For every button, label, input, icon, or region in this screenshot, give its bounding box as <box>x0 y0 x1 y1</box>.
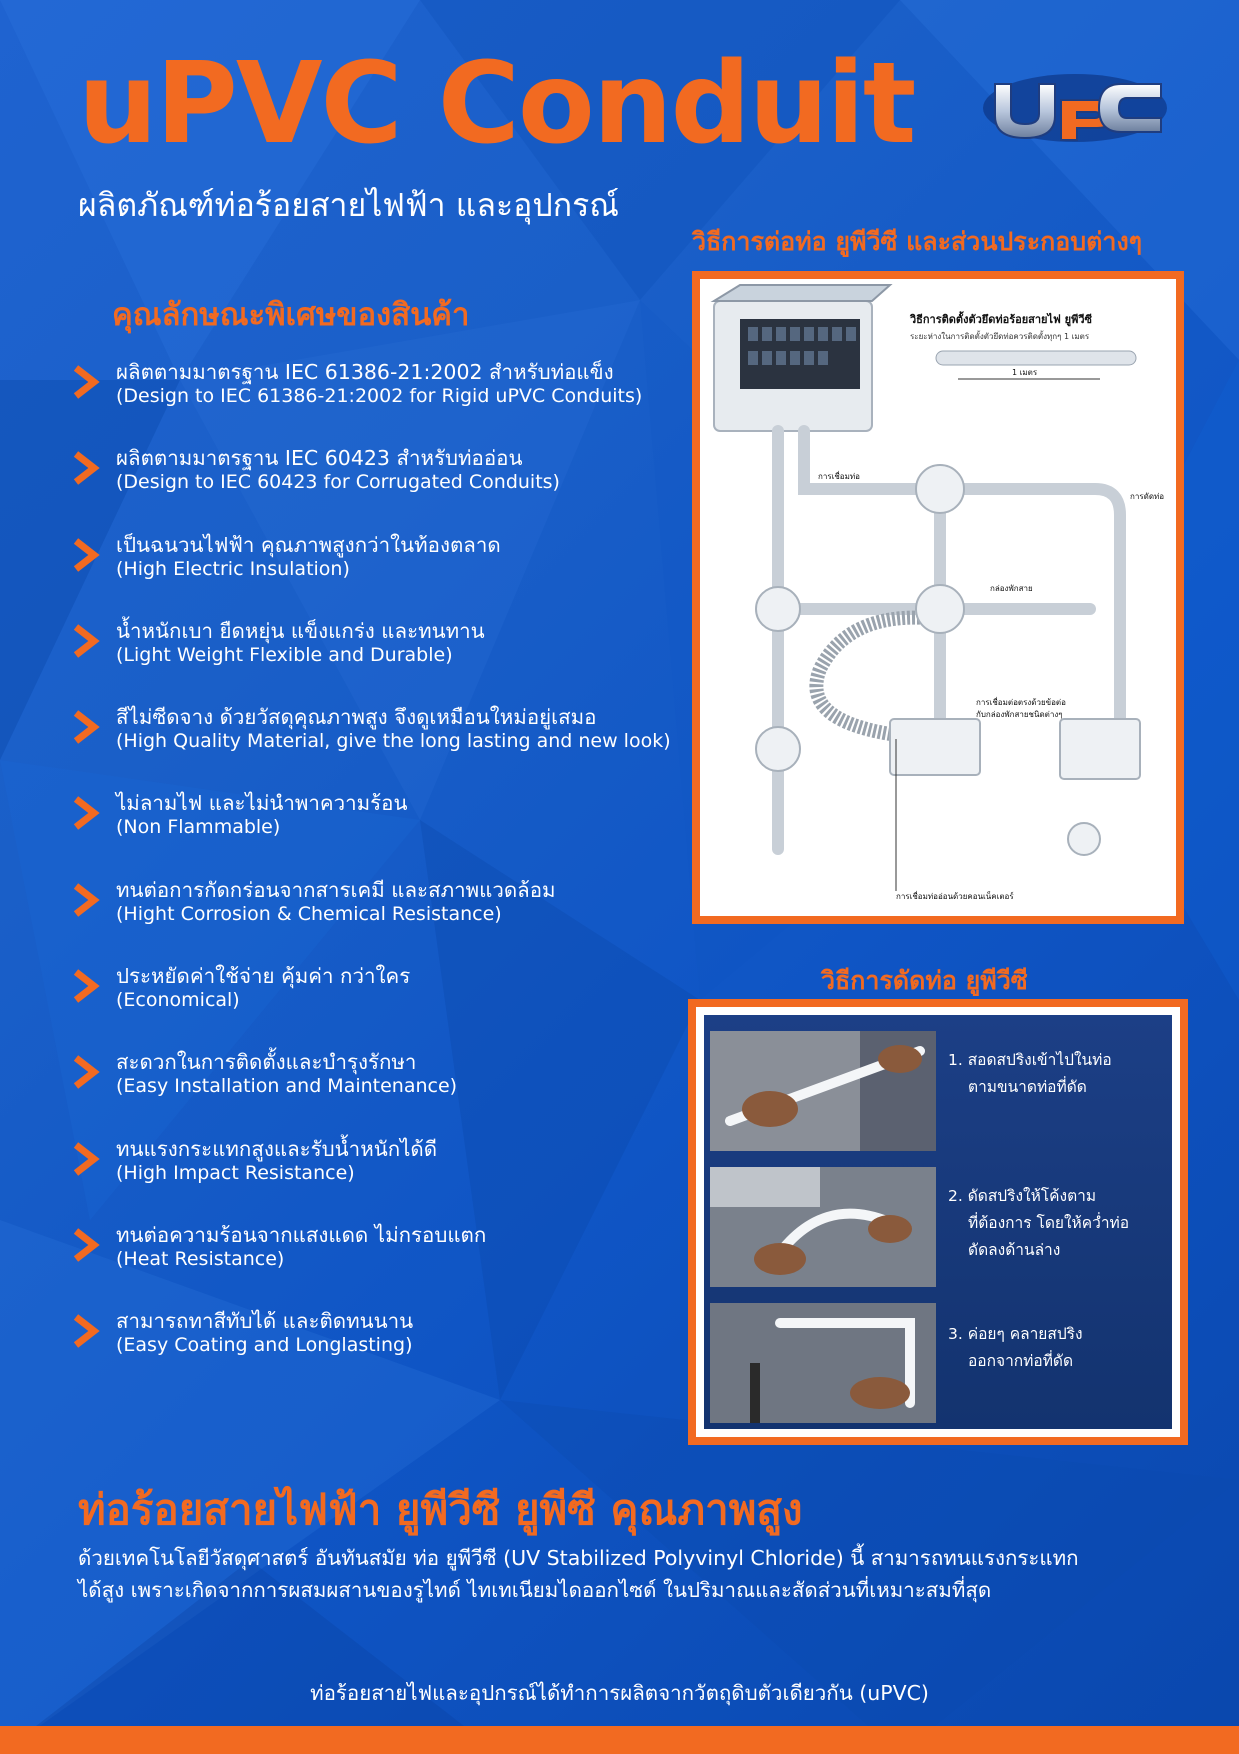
chevron-right-icon <box>72 364 102 400</box>
feature-text-thai: สีไม่ซีดจาง ด้วยวัสดุคุณภาพสูง จึงดูเหมือนใหม่อยู่เสมอ <box>116 705 597 730</box>
feature-item <box>70 442 710 528</box>
step-3-line-1: 3. ค่อยๆ คลายสปริง <box>948 1325 1083 1343</box>
junction-box <box>890 719 980 775</box>
feature-item <box>70 1133 710 1219</box>
feature-text-english: (Hight Corrosion & Chemical Resistance) <box>116 902 502 925</box>
label-box: กล่องพักสาย <box>990 584 1033 593</box>
step-2-line-1: 2. ดัดสปริงให้โค้งตาม <box>948 1187 1097 1205</box>
step-1-line-2: ตามขนาดท่อที่ดัด <box>968 1078 1087 1096</box>
feature-item <box>70 874 710 960</box>
step-2-photo <box>710 1167 936 1287</box>
step-3-text <box>948 1321 1083 1375</box>
feature-text-english: (Design to IEC 61386-21:2002 for Rigid uPVC Conduits) <box>116 385 643 407</box>
bottom-description <box>78 1542 1079 1606</box>
footer-bar <box>0 1726 1239 1754</box>
page-title: uPVC Conduit <box>78 39 915 169</box>
step-3-photo <box>710 1303 936 1423</box>
feature-text-english: (Non Flammable) <box>116 816 281 839</box>
label-flex: การเชื่อมท่ออ่อนด้วยคอนเน็คเตอร์ <box>896 892 1014 901</box>
feature-item <box>70 529 710 615</box>
feature-text-english: (High Electric Insulation) <box>116 557 350 580</box>
label-bend: การดัดท่อ <box>1130 492 1165 501</box>
chevron-right-icon <box>72 882 102 918</box>
step-2-line-2: ที่ต้องการ โดยให้คว่ำท่อ <box>968 1214 1130 1232</box>
label-connect-2: กับกล่องพักสายชนิดต่างๆ <box>976 710 1063 719</box>
chevron-right-icon <box>72 623 102 659</box>
feature-list <box>70 356 710 1392</box>
meter-label: 1 เมตร <box>1012 368 1038 377</box>
feature-text-thai: ผลิตตามมาตรฐาน IEC 61386-21:2002 สำหรับท่อแข็ง <box>116 360 614 384</box>
feature-text-thai: ไม่ลามไฟ และไม่นำพาความร้อน <box>116 791 408 816</box>
distribution-cabinet <box>714 285 890 431</box>
chevron-right-icon <box>72 968 102 1004</box>
feature-text-thai: ทนแรงกระแทกสูงและรับน้ำหนักได้ดี <box>116 1136 438 1161</box>
step-2-text <box>948 1183 1129 1264</box>
feature-text-english: (Easy Installation and Maintenance) <box>116 1075 458 1098</box>
feature-item <box>70 701 710 787</box>
diagram-title: วิธีการติดตั้งตัวยึดท่อร้อยสายไฟ ยูพีวีซี <box>910 313 1092 326</box>
label-connect-1: การเชื่อมต่อตรงด้วยข้อต่อ <box>976 698 1066 707</box>
feature-text-thai: ผลิตตามมาตรฐาน IEC 60423 สำหรับท่ออ่อน <box>116 446 523 471</box>
chevron-right-icon <box>72 450 102 486</box>
feature-text-thai: สามารถทาสีทับได้ และติดทนนาน <box>116 1309 414 1334</box>
joint-method-heading: วิธีการต่อท่อ ยูพีวีซี และส่วนประกอบต่างๆ <box>692 227 1143 256</box>
step-1-photo <box>710 1031 936 1151</box>
features-heading: คุณลักษณะพิเศษของสินค้า <box>112 297 470 333</box>
feature-item <box>70 1046 710 1132</box>
feature-text-english: (Design to IEC 60423 for Corrugated Conduits) <box>116 471 560 494</box>
feature-text-english: (Heat Resistance) <box>116 1247 285 1270</box>
bending-method-heading: วิธีการดัดท่อ ยูพีวีซี <box>821 966 1028 995</box>
chevron-right-icon <box>72 1054 102 1090</box>
description-line-1: ด้วยเทคโนโลยีวัสดุศาสตร์ อันทันสมัย ท่อ ยูพีวีซี (UV Stabilized Polyvinyl Chloride) นี้ สามารถทนแรงกระแทก <box>78 1546 1079 1570</box>
feature-text-english: (Easy Coating and Longlasting) <box>116 1334 413 1357</box>
feature-text-thai: น้ำหนักเบา ยืดหยุ่น แข็งแกร่ง และทนทาน <box>116 618 485 643</box>
chevron-right-icon <box>72 1313 102 1349</box>
feature-item <box>70 1305 710 1391</box>
feature-text-english: (High Impact Resistance) <box>116 1161 355 1184</box>
feature-text-thai: ประหยัดค่าใช้จ่าย คุ้มค่า กว่าใคร <box>116 964 411 989</box>
bottom-heading: ท่อร้อยสายไฟฟ้า ยูพีวีซี ยูพีซี คุณภาพสูง <box>78 1485 803 1534</box>
feature-text-english: (High Quality Material, give the long lasting and new look) <box>116 730 671 753</box>
chevron-right-icon <box>72 1227 102 1263</box>
footer-text: ท่อร้อยสายไฟและอุปกรณ์ได้ทำการผลิตจากวัตถุดิบตัวเดียวกัน (uPVC) <box>310 1681 929 1705</box>
feature-item <box>70 787 710 873</box>
step-3-line-2: ออกจากท่อที่ดัด <box>968 1352 1074 1370</box>
chevron-right-icon <box>72 709 102 745</box>
description-line-2: ได้สูง เพราะเกิดจากการผสมผสานของรูไทด์ ไทเทเนียมไดออกไซด์ ในปริมาณและสัดส่วนที่เหมาะสมที่สุด <box>78 1578 992 1602</box>
feature-item <box>70 1219 710 1305</box>
feature-text-thai: เป็นฉนวนไฟฟ้า คุณภาพสูงกว่าในท้องตลาด <box>116 532 501 557</box>
step-1-line-1: 1. สอดสปริงเข้าไปในท่อ <box>948 1051 1112 1069</box>
feature-text-thai: สะดวกในการติดตั้งและบำรุงรักษา <box>116 1050 417 1075</box>
chevron-right-icon <box>72 1141 102 1177</box>
page-subtitle: ผลิตภัณฑ์ท่อร้อยสายไฟฟ้า และอุปกรณ์ <box>78 186 619 224</box>
feature-text-thai: ทนต่อการกัดกร่อนจากสารเคมี และสภาพแวดล้อม <box>116 877 556 902</box>
feature-item <box>70 960 710 1046</box>
feature-text-english: (Economical) <box>116 989 240 1012</box>
label-joint: การเชื่อมท่อ <box>818 472 860 481</box>
chevron-right-icon <box>72 537 102 573</box>
installation-diagram-panel <box>692 271 1184 924</box>
chevron-right-icon <box>72 795 102 831</box>
feature-item <box>70 356 710 442</box>
upc-logo <box>981 70 1169 144</box>
feature-item <box>70 615 710 701</box>
installation-diagram <box>700 279 1176 916</box>
step-1-text <box>948 1047 1112 1101</box>
bending-steps-panel <box>688 999 1188 1445</box>
feature-text-thai: ทนต่อความร้อนจากแสงแดด ไม่กรอบแตก <box>116 1222 487 1247</box>
feature-text-english: (Light Weight Flexible and Durable) <box>116 643 453 666</box>
step-2-line-3: ดัดลงด้านล่าง <box>968 1241 1061 1259</box>
diagram-subtitle: ระยะห่างในการติดตั้งตัวยึดท่อควรติดตั้งทุกๆ 1 เมตร <box>910 332 1090 341</box>
